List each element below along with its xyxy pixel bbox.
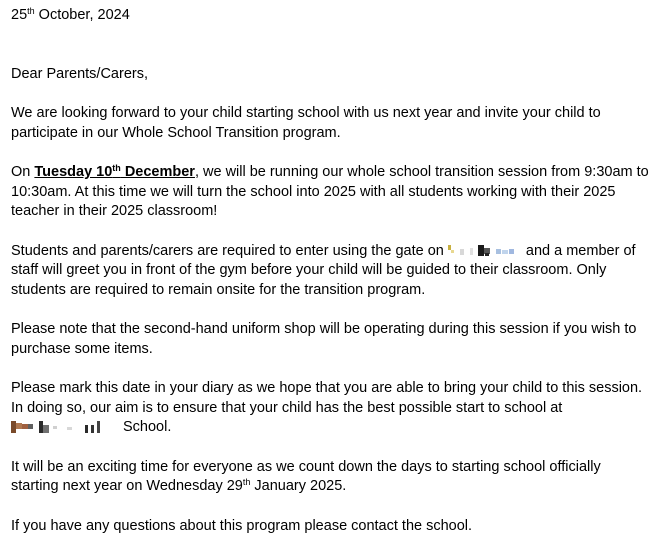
session-month: December bbox=[120, 164, 195, 180]
paragraph-uniform-shop: Please note that the second-hand uniform shop will be operating during this session if you wish to purchase some items. bbox=[11, 321, 637, 357]
redacted-street-name bbox=[448, 245, 522, 257]
start-date-suffix: th bbox=[242, 477, 251, 487]
entry-pre: Students and parents/carers are required to enter using the gate on bbox=[11, 242, 448, 259]
letter bbox=[11, 6, 651, 536]
paragraph-session bbox=[11, 163, 651, 222]
paragraph-entry bbox=[11, 242, 651, 301]
start-date-pre: It will be an exciting time for everyone as we count down the days to starting school officially starting next year on Wednesday 29 bbox=[11, 458, 601, 494]
paragraph-diary bbox=[11, 379, 651, 438]
session-day-suffix: th bbox=[112, 163, 121, 173]
diary-pre: Please mark this date in your diary as we hope that you are able to bring your child to this session. In doing so, our aim is to ensure that your child has the best possible start to school at bbox=[11, 380, 643, 416]
session-date bbox=[34, 164, 195, 180]
paragraph-intro: We are looking forward to your child starting school with us next year and invite your child to participate in our Whole School Transition program. bbox=[11, 105, 601, 141]
paragraph-start-date bbox=[11, 458, 651, 497]
date-day: 25 bbox=[11, 7, 28, 23]
letter-date bbox=[11, 6, 651, 26]
start-date-post: January 2025. bbox=[250, 478, 347, 494]
diary-post: School. bbox=[123, 419, 172, 435]
paragraph-contact: If you have any questions about this program please contact the school. bbox=[11, 517, 473, 534]
session-post: , we will be running our whole school transition session from 9:30am to 10:30am. At this time we will turn the school into 2025 with all students working with their 2025 teacher in their 2025 classroom! bbox=[11, 164, 649, 219]
date-rest: October, 2024 bbox=[34, 7, 130, 23]
session-day: Tuesday 10 bbox=[34, 164, 113, 180]
date-suffix: th bbox=[27, 6, 35, 16]
session-pre: On bbox=[11, 164, 35, 180]
entry-post: and a member of staff will greet you in front of the gym before your child will be guided to their classroom. Only students are required to remain onsite for the transition program. bbox=[11, 242, 636, 298]
redacted-school-name bbox=[11, 421, 123, 433]
salutation: Dear Parents/Carers, bbox=[11, 65, 148, 82]
